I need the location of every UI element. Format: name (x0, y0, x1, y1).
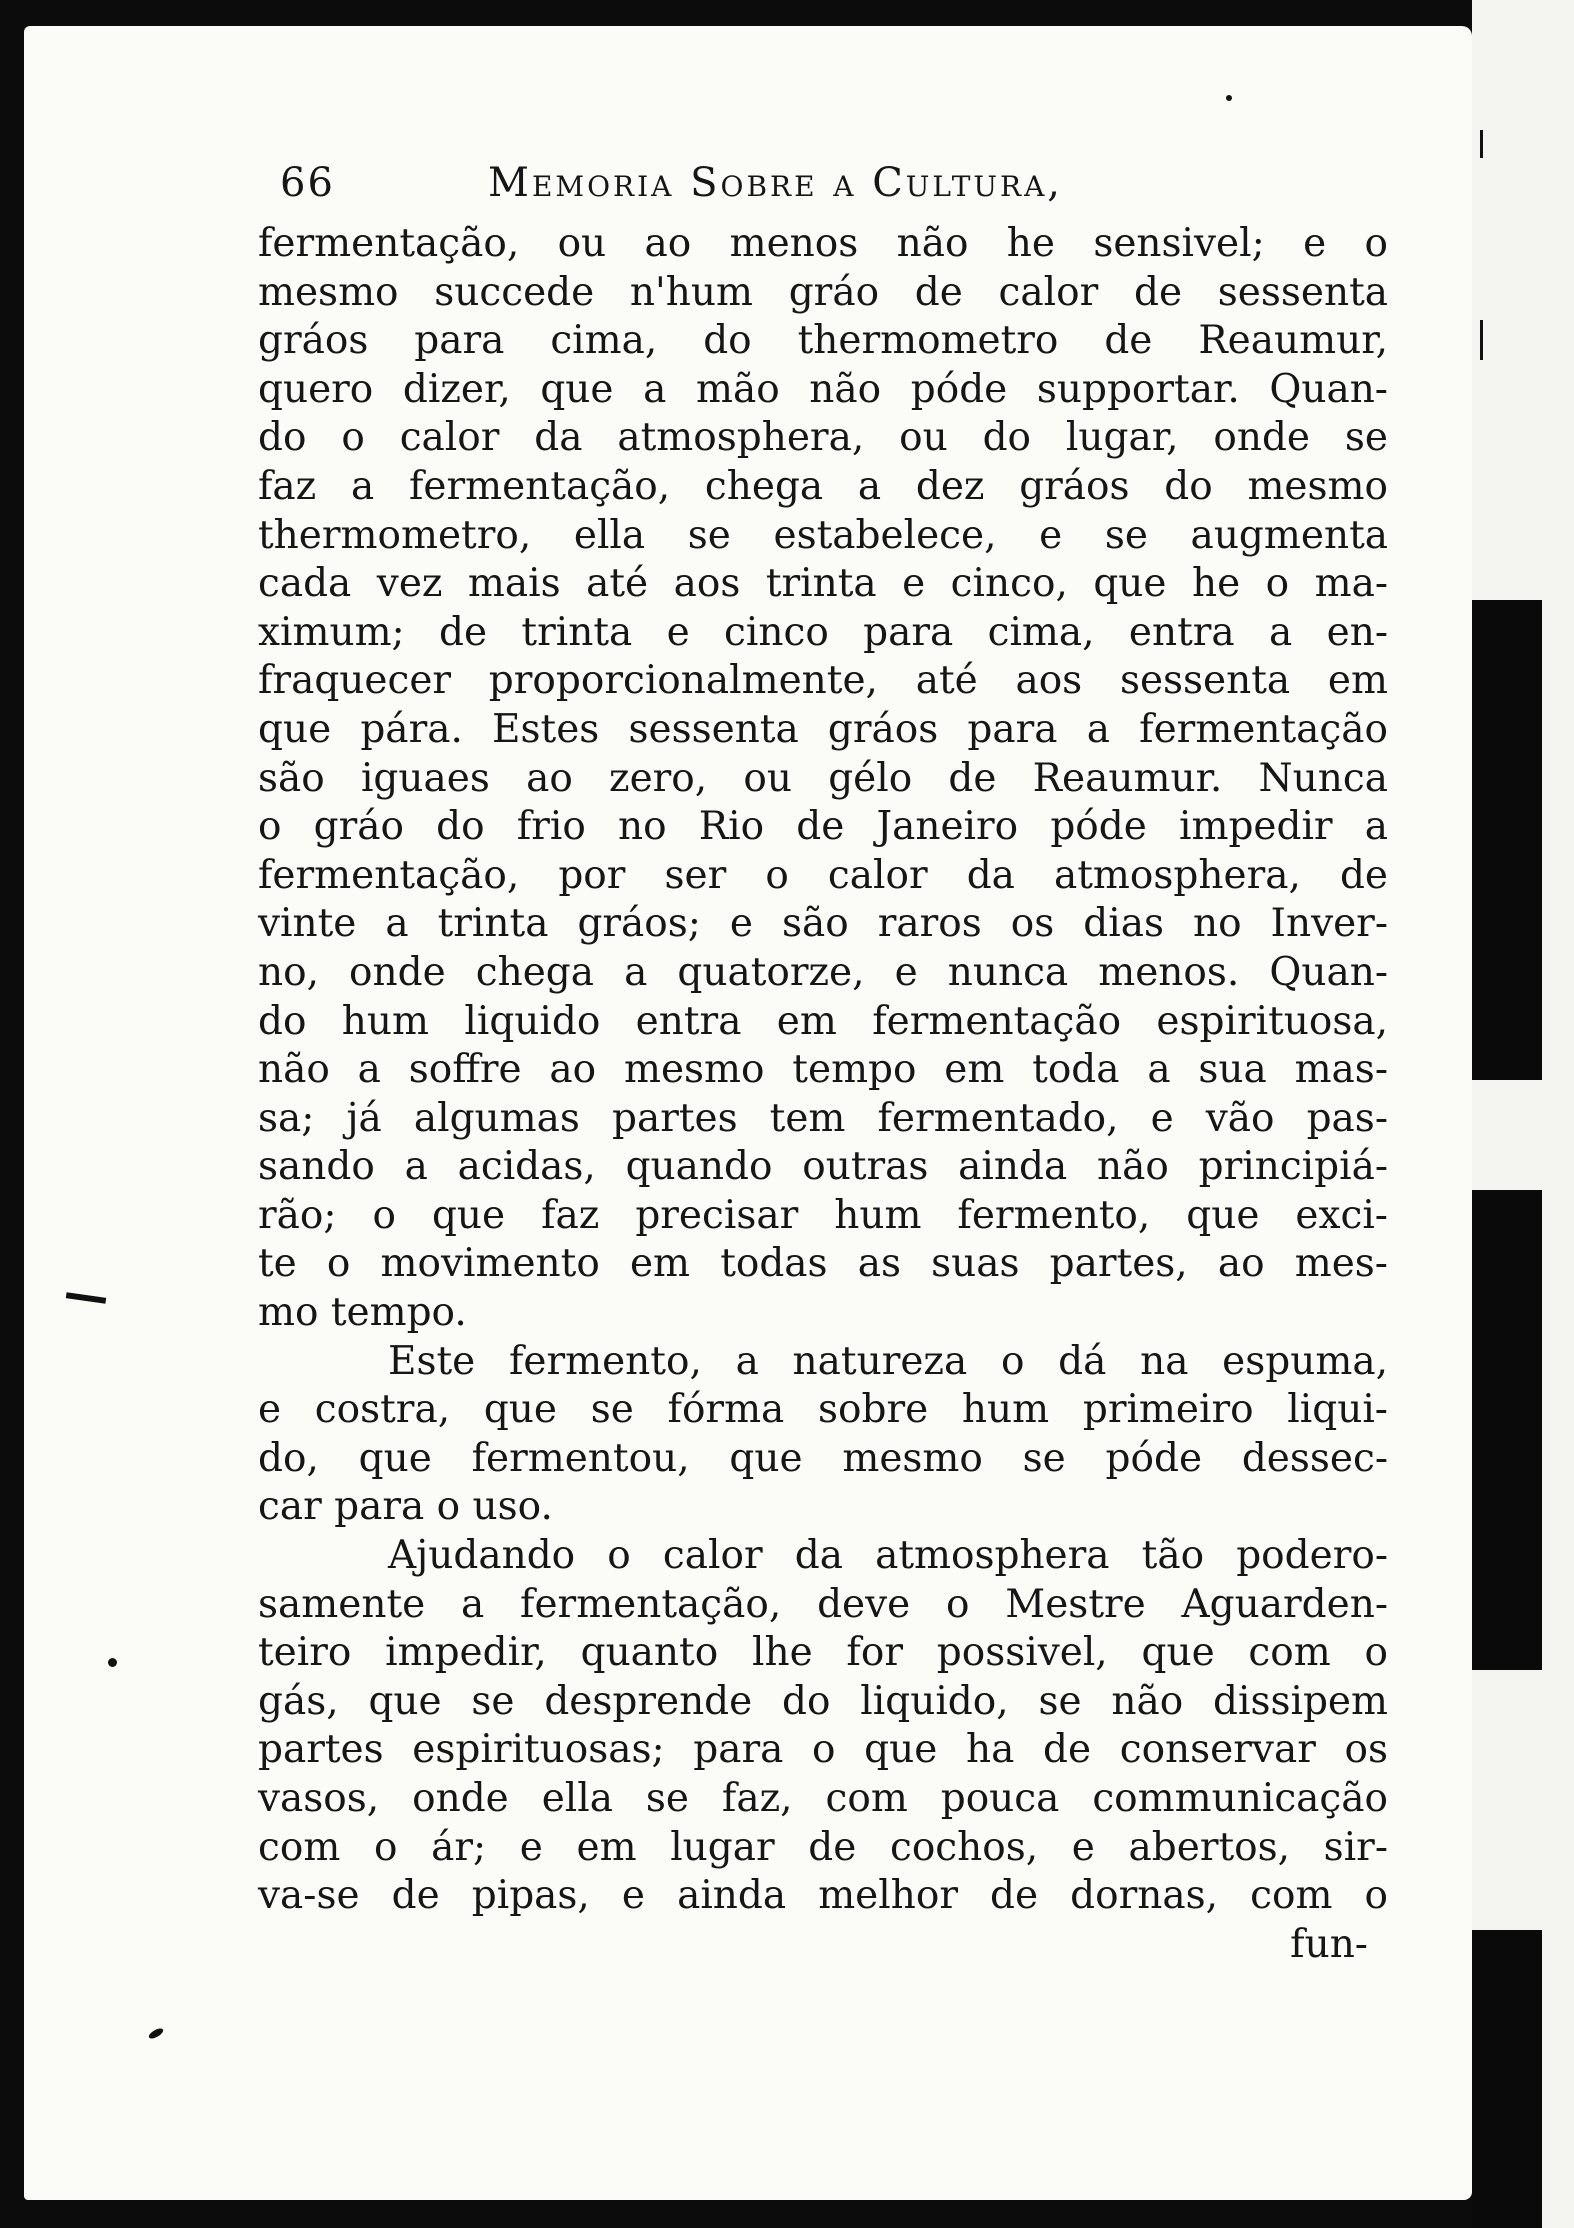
text-line: car para o uso. (258, 1484, 553, 1530)
text-line: fermentação, ou ao menos não he sensivel; e o (258, 221, 1388, 266)
page-edge (1472, 0, 1574, 2228)
text-line: samente a fermentação, deve o Mestre Aguarden- (258, 1581, 1388, 1627)
page-number: 66 (280, 160, 335, 206)
paragraph-2 (258, 1338, 1388, 1532)
text-line: thermometro, ella se estabelece, e se augmenta (258, 512, 1388, 558)
text-line: cada vez mais até aos trinta e cinco, que he o ma- (258, 561, 1388, 607)
binding-shadow-lower (1472, 1930, 1542, 2228)
text-line: gráos para cima, do thermometro de Reaumur, (258, 318, 1388, 364)
ink-speck (1226, 95, 1232, 101)
binding-shadow-upper (1472, 600, 1542, 1080)
text-line: te o movimento em todas as suas partes, ao mes- (258, 1241, 1388, 1287)
text-line: com o ár; e em lugar de cochos, e abertos, sir- (258, 1824, 1388, 1870)
text-line: são iguaes ao zero, ou gélo de Reaumur. Nunca (258, 755, 1388, 801)
binding-shadow-middle (1472, 1190, 1542, 1670)
ink-speck (108, 1658, 117, 1667)
text-line: do, que fermentou, que mesmo se póde dessec- (258, 1435, 1388, 1481)
text-line: do hum liquido entra em fermentação espirituosa, (258, 998, 1388, 1044)
text-line: ximum; de trinta e cinco para cima, entra a en- (258, 609, 1388, 655)
paragraph-1 (258, 220, 1388, 1338)
text-line: rão; o que faz precisar hum fermento, que exci- (258, 1192, 1388, 1238)
text-line: fermentação, por ser o calor da atmosphera, de (258, 852, 1388, 898)
ink-speck (1480, 130, 1483, 158)
text-block (258, 150, 1388, 1969)
text-line: Este fermento, a natureza o dá na espuma, (388, 1338, 1388, 1384)
text-line: vinte a trinta gráos; e são raros os dias no Inver- (258, 901, 1388, 947)
text-line: mo tempo. (258, 1290, 467, 1336)
text-line: que pára. Estes sessenta gráos para a fermentação (258, 706, 1388, 752)
text-line: teiro impedir, quanto lhe for possivel, que com o (258, 1630, 1388, 1676)
catchword: fun- (1290, 1921, 1368, 1967)
text-line: do o calor da atmosphera, ou do lugar, onde se (258, 415, 1388, 461)
text-line: no, onde chega a quatorze, e nunca menos. Quan- (258, 949, 1388, 995)
text-line: sa; já algumas partes tem fermentado, e vão pas- (258, 1095, 1388, 1141)
text-line: não a soffre ao mesmo tempo em toda a sua mas- (258, 1047, 1388, 1093)
ink-speck (1480, 320, 1483, 360)
text-line: sando a acidas, quando outras ainda não principiá- (258, 1144, 1388, 1190)
running-head (258, 150, 1388, 220)
text-line: o gráo do frio no Rio de Janeiro póde impedir a (258, 804, 1388, 850)
text-line: faz a fermentação, chega a dez gráos do mesmo (258, 463, 1388, 509)
text-line: fraquecer proporcionalmente, até aos sessenta em (258, 658, 1388, 704)
text-line: gás, que se desprende do liquido, se não dissipem (258, 1678, 1388, 1724)
text-line: e costra, que se fórma sobre hum primeiro liqui- (258, 1387, 1388, 1433)
text-line: partes espirituosas; para o que ha de conservar os (258, 1727, 1388, 1773)
paragraph-3 (258, 1532, 1388, 1921)
text-line: vasos, onde ella se faz, com pouca communicação (258, 1776, 1388, 1821)
text-line: Ajudando o calor da atmosphera tão podero- (388, 1533, 1388, 1579)
text-line: va-se de pipas, e ainda melhor de dornas, com o (258, 1873, 1388, 1919)
text-line: quero dizer, que a mão não póde supportar. Quan- (258, 366, 1388, 412)
running-title: Memoria Sobre a Cultura, (488, 160, 1064, 206)
text-line: mesmo succede n'hum gráo de calor de sessenta (258, 269, 1388, 315)
